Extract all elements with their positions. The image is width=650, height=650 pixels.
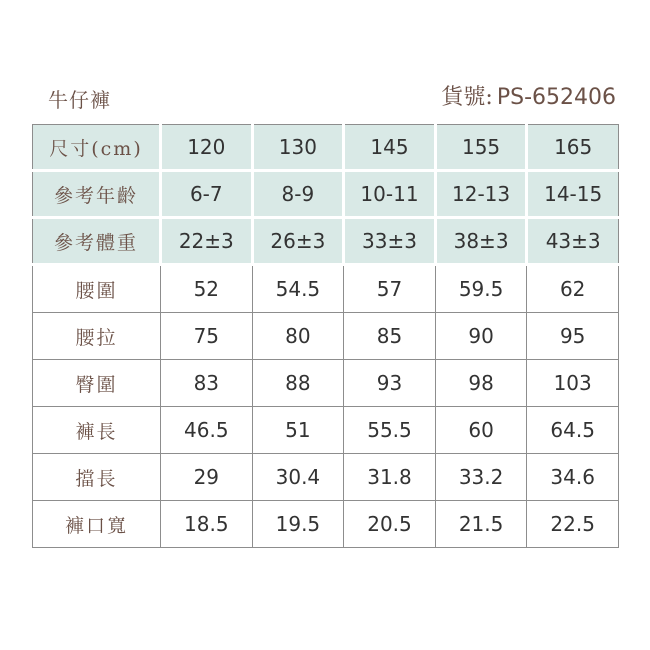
waist-row — [33, 265, 619, 313]
table-cell: 93 — [344, 360, 436, 407]
table-cell: 64.5 — [527, 407, 619, 454]
row-label: 腰拉 — [33, 313, 161, 360]
size-row — [33, 125, 619, 171]
row-label: 臀圍 — [33, 360, 161, 407]
row-label: 褲口寬 — [33, 501, 161, 548]
rise-length-row — [33, 454, 619, 501]
table-cell: 34.6 — [527, 454, 619, 501]
table-cell: 59.5 — [435, 265, 527, 313]
table-cell: 12-13 — [435, 171, 527, 218]
table-cell: 6-7 — [161, 171, 253, 218]
table-cell: 31.8 — [344, 454, 436, 501]
table-cell: 75 — [161, 313, 253, 360]
table-cell: 33.2 — [435, 454, 527, 501]
table-cell: 120 — [161, 125, 253, 171]
table-cell: 46.5 — [161, 407, 253, 454]
table-cell: 145 — [344, 125, 436, 171]
table-cell: 103 — [527, 360, 619, 407]
table-cell: 18.5 — [161, 501, 253, 548]
table-cell: 62 — [527, 265, 619, 313]
table-cell: 38±3 — [435, 218, 527, 265]
table-cell: 85 — [344, 313, 436, 360]
sku-label: 貨號: — [441, 85, 493, 110]
table-cell: 29 — [161, 454, 253, 501]
table-cell: 83 — [161, 360, 253, 407]
weight-row — [33, 218, 619, 265]
row-label: 擋長 — [33, 454, 161, 501]
row-label: 腰圍 — [33, 265, 161, 313]
table-cell: 60 — [435, 407, 527, 454]
leg-opening-row — [33, 501, 619, 548]
table-cell: 80 — [252, 313, 344, 360]
row-label: 尺寸(cm) — [33, 125, 161, 171]
age-row — [33, 171, 619, 218]
table-cell: 10-11 — [344, 171, 436, 218]
table-cell: 165 — [527, 125, 619, 171]
table-cell: 90 — [435, 313, 527, 360]
sku-value: PS-652406 — [496, 85, 616, 110]
waist-stretch-row — [33, 313, 619, 360]
table-cell: 21.5 — [435, 501, 527, 548]
row-label: 參考年齡 — [33, 171, 161, 218]
table-cell: 54.5 — [252, 265, 344, 313]
size-chart-table — [32, 124, 619, 548]
table-cell: 130 — [252, 125, 344, 171]
table-cell: 52 — [161, 265, 253, 313]
row-label: 參考體重 — [33, 218, 161, 265]
row-label: 褲長 — [33, 407, 161, 454]
table-cell: 43±3 — [527, 218, 619, 265]
table-cell: 51 — [252, 407, 344, 454]
table-cell: 57 — [344, 265, 436, 313]
table-cell: 22±3 — [161, 218, 253, 265]
hip-row — [33, 360, 619, 407]
table-cell: 22.5 — [527, 501, 619, 548]
table-cell: 55.5 — [344, 407, 436, 454]
product-title: 牛仔褲 — [48, 88, 111, 112]
table-cell: 98 — [435, 360, 527, 407]
product-sku — [441, 80, 616, 111]
pants-length-row — [33, 407, 619, 454]
table-cell: 26±3 — [252, 218, 344, 265]
table-cell: 88 — [252, 360, 344, 407]
table-cell: 30.4 — [252, 454, 344, 501]
table-cell: 14-15 — [527, 171, 619, 218]
table-cell: 19.5 — [252, 501, 344, 548]
table-cell: 20.5 — [344, 501, 436, 548]
table-cell: 95 — [527, 313, 619, 360]
table-cell: 155 — [435, 125, 527, 171]
table-cell: 33±3 — [344, 218, 436, 265]
table-cell: 8-9 — [252, 171, 344, 218]
